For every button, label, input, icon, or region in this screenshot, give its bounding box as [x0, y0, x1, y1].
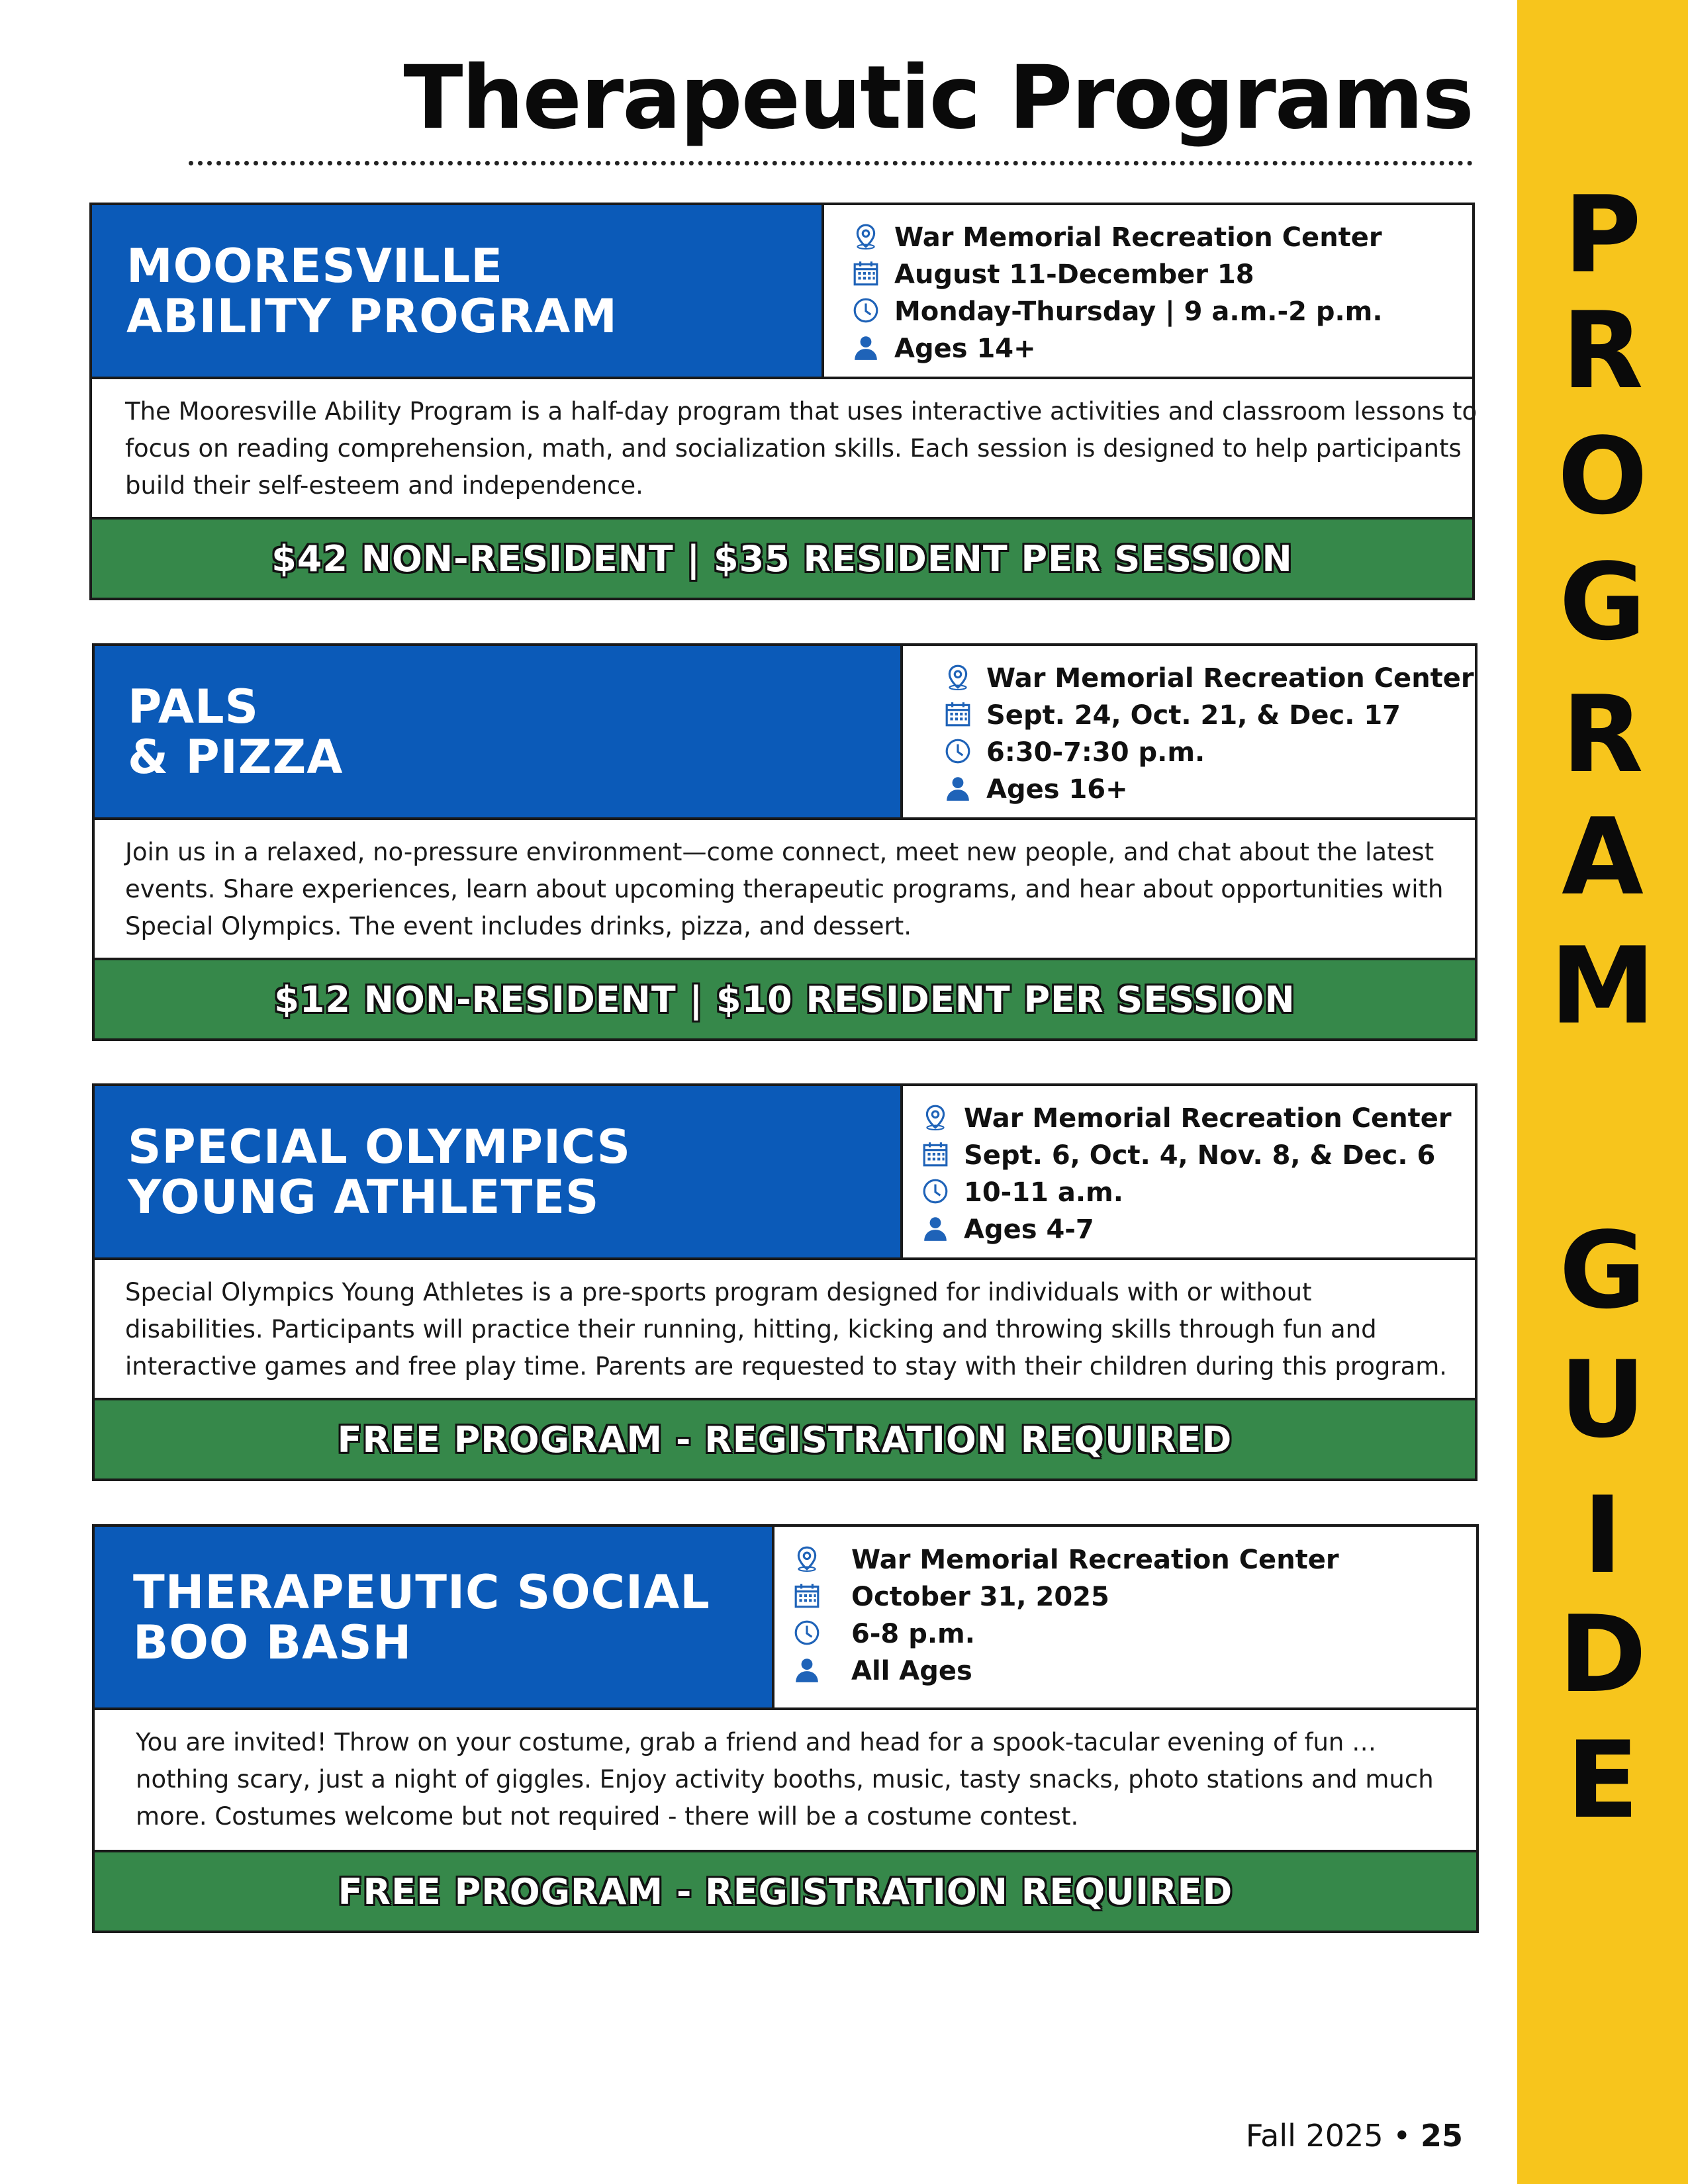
sidebar-letter: R	[1562, 289, 1644, 412]
program-title-panel	[95, 1527, 774, 1707]
program-ages: All Ages	[851, 1656, 972, 1686]
price-bar	[92, 517, 1472, 598]
program-title-panel	[92, 205, 824, 377]
program-ages: Ages 14+	[894, 334, 1036, 364]
clock-icon	[793, 1619, 821, 1650]
program-card-mooresville-ability	[89, 203, 1475, 600]
ages-row	[852, 330, 1036, 367]
page-footer	[1246, 2118, 1463, 2154]
program-location: War Memorial Recreation Center	[986, 663, 1474, 694]
program-guide-sidebar	[1517, 0, 1688, 2184]
program-title-panel	[95, 1086, 903, 1257]
program-card-pals-pizza	[92, 643, 1477, 1041]
sidebar-letter: D	[1558, 1592, 1647, 1716]
program-dates: Sept. 24, Oct. 21, & Dec. 17	[986, 700, 1401, 731]
program-description: Special Olympics Young Athletes is a pre-sports program designed for individuals with or without disabilities. Participants will practice their running, hitting, kicking and throwing skills through fun and interactive games and free play time. Parents are requested to stay with their children during this program.	[125, 1278, 1448, 1381]
page-number: 25	[1420, 2118, 1463, 2154]
sidebar-letter: O	[1557, 414, 1648, 538]
program-dates: Sept. 6, Oct. 4, Nov. 8, & Dec. 6	[964, 1140, 1436, 1171]
program-price: $12 NON-RESIDENT | $10 RESIDENT PER SESSION	[274, 978, 1295, 1021]
program-info	[824, 205, 1472, 377]
footer-season: Fall 2025	[1245, 2118, 1383, 2154]
dates-row	[852, 256, 1254, 293]
person-icon	[944, 774, 972, 805]
program-time: Monday-Thursday | 9 a.m.-2 p.m.	[894, 296, 1383, 327]
page-title: Therapeutic Programs	[403, 47, 1473, 149]
location-row	[921, 1100, 1452, 1137]
program-ages: Ages 16+	[986, 774, 1128, 805]
dates-row	[921, 1137, 1435, 1174]
program-info	[903, 646, 1475, 817]
program-description: Join us in a relaxed, no-pressure environment—come connect, meet new people, and chat about the latest events. Share experiences, learn about upcoming therapeutic programs, and hear about opportunities with Special Olympics. The event includes drinks, pizza, and dessert.	[125, 838, 1444, 940]
sidebar-letter: U	[1560, 1338, 1646, 1461]
calendar-icon	[921, 1140, 949, 1171]
program-title-panel	[95, 646, 903, 817]
location-row	[793, 1541, 1339, 1578]
price-bar	[95, 1850, 1476, 1931]
program-description: The Mooresville Ability Program is a half-day program that uses interactive activities and classroom lessons to focus on reading comprehension, math, and socialization skills. Each session is designed to help participants build their self-esteem and independence.	[125, 397, 1477, 500]
dates-row	[793, 1578, 1109, 1615]
ages-row	[921, 1211, 1094, 1248]
sidebar-letter: M	[1550, 924, 1656, 1048]
sidebar-letter: R	[1562, 672, 1644, 796]
price-bar	[95, 1398, 1475, 1479]
program-location: War Memorial Recreation Center	[851, 1545, 1339, 1575]
program-dates: August 11-December 18	[894, 259, 1254, 290]
program-info	[903, 1086, 1475, 1257]
price-bar	[95, 958, 1475, 1038]
person-icon	[921, 1214, 949, 1246]
program-ages: Ages 4-7	[964, 1214, 1094, 1245]
time-row	[793, 1615, 975, 1653]
time-row	[921, 1174, 1123, 1211]
location-row	[852, 219, 1382, 256]
program-description: You are invited! Throw on your costume, grab a friend and head for a spook-tacular evening of fun … nothing scary, just a night of giggles. Enjoy activity booths, music, tasty snacks, photo stations and much more. Costumes welcome but not required - there will be a costume contest.	[136, 1728, 1434, 1831]
person-icon	[793, 1656, 821, 1687]
person-icon	[852, 334, 880, 365]
program-price: $42 NON-RESIDENT | $35 RESIDENT PER SESSION	[271, 537, 1293, 580]
sidebar-letter: P	[1564, 173, 1642, 296]
program-time: 6-8 p.m.	[851, 1619, 975, 1649]
location-pin-icon	[852, 222, 880, 253]
program-title: PALS & PIZZA	[128, 679, 344, 784]
calendar-icon	[793, 1582, 821, 1613]
program-title: SPECIAL OLYMPICS YOUNG ATHLETES	[128, 1119, 632, 1224]
sidebar-letter: G	[1559, 540, 1646, 664]
clock-icon	[852, 296, 880, 328]
sidebar-letter: E	[1566, 1718, 1639, 1842]
time-row	[944, 734, 1205, 771]
program-title: THERAPEUTIC SOCIAL BOO BASH	[133, 1565, 710, 1670]
program-card-special-olympics	[92, 1083, 1477, 1481]
sidebar-letter: G	[1559, 1208, 1646, 1332]
program-time: 10-11 a.m.	[964, 1177, 1123, 1208]
title-divider	[189, 161, 1473, 165]
program-dates: October 31, 2025	[851, 1582, 1109, 1612]
program-location: War Memorial Recreation Center	[894, 222, 1382, 253]
program-price: FREE PROGRAM - REGISTRATION REQUIRED	[337, 1418, 1233, 1461]
dates-row	[944, 697, 1401, 734]
calendar-icon	[852, 259, 880, 291]
clock-icon	[944, 737, 972, 768]
program-card-boo-bash	[92, 1524, 1479, 1933]
location-row	[944, 660, 1474, 697]
program-time: 6:30-7:30 p.m.	[986, 737, 1205, 768]
program-info	[774, 1527, 1476, 1707]
ages-row	[793, 1653, 972, 1690]
program-price: FREE PROGRAM - REGISTRATION REQUIRED	[338, 1870, 1233, 1913]
location-pin-icon	[944, 663, 972, 694]
footer-bullet: •	[1393, 2118, 1411, 2154]
time-row	[852, 293, 1383, 330]
location-pin-icon	[921, 1103, 949, 1134]
calendar-icon	[944, 700, 972, 731]
clock-icon	[921, 1177, 949, 1208]
sidebar-letter: I	[1583, 1473, 1622, 1597]
program-title: MOORESVILLE ABILITY PROGRAM	[126, 238, 618, 343]
location-pin-icon	[793, 1545, 821, 1576]
ages-row	[944, 771, 1128, 808]
program-location: War Memorial Recreation Center	[964, 1103, 1452, 1134]
sidebar-letter: A	[1562, 795, 1644, 919]
